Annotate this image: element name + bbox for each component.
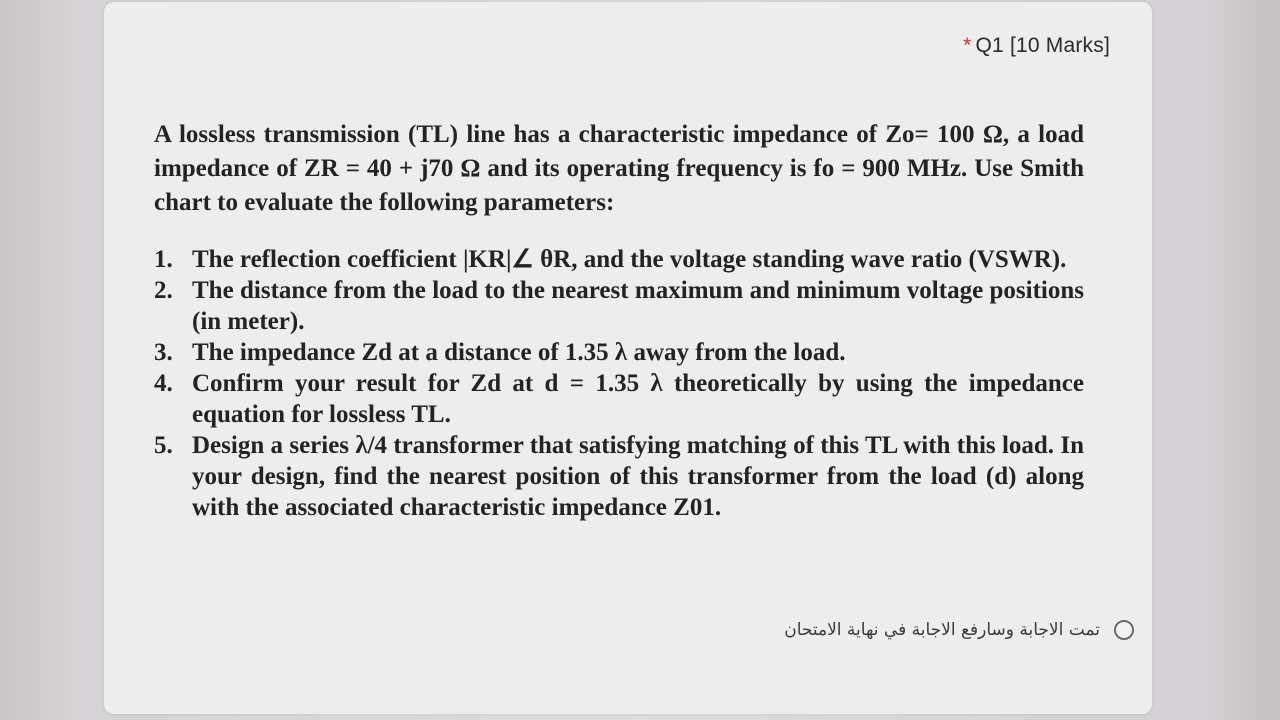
radio-button[interactable]: [1114, 620, 1134, 640]
question-marks-title: Q1 [10 Marks]: [975, 34, 1110, 57]
item-text: The reflection coefficient |KR|∠ θR, and the voltage standing wave ratio (VSWR).: [192, 246, 1067, 273]
item-number: 4.: [154, 370, 173, 397]
list-item: [154, 337, 1084, 368]
question-prompt: A lossless transmission (TL) line has a characteristic impedance of Zo= 100 Ω, a load impedance of ZR = 40 + j70 Ω and its operating frequency is fo = 900 MHz. Use Smith chart to evaluate the following parameters:: [154, 121, 1084, 216]
item-text: Design a series λ/4 transformer that satisfying matching of this TL with this load. In your design, find the nearest position of this transformer from the load (d) along with the associated characteristic impedance Z01.: [192, 432, 1084, 521]
list-item: [154, 275, 1084, 337]
question-card: [104, 2, 1152, 714]
item-number: 3.: [154, 339, 173, 366]
list-item: [154, 368, 1084, 430]
question-header: [963, 34, 1110, 58]
item-text: The impedance Zd at a distance of 1.35 λ away from the load.: [192, 339, 846, 366]
item-number: 1.: [154, 246, 173, 273]
list-item: [154, 244, 1084, 275]
required-mark: *: [963, 34, 972, 57]
item-text: The distance from the load to the nearest maximum and minimum voltage positions (in meter).: [192, 277, 1084, 335]
question-body: [154, 118, 1084, 523]
answer-option[interactable]: [714, 612, 1134, 648]
list-item: [154, 430, 1084, 523]
item-number: 2.: [154, 277, 173, 304]
question-items-list: [154, 244, 1084, 523]
item-text: Confirm your result for Zd at d = 1.35 λ theoretically by using the impedance equation for lossless TL.: [192, 370, 1084, 428]
answer-option-label[interactable]: تمت الاجابة وسارفع الاجابة في نهاية الامتحان: [784, 620, 1100, 640]
item-number: 5.: [154, 432, 173, 459]
